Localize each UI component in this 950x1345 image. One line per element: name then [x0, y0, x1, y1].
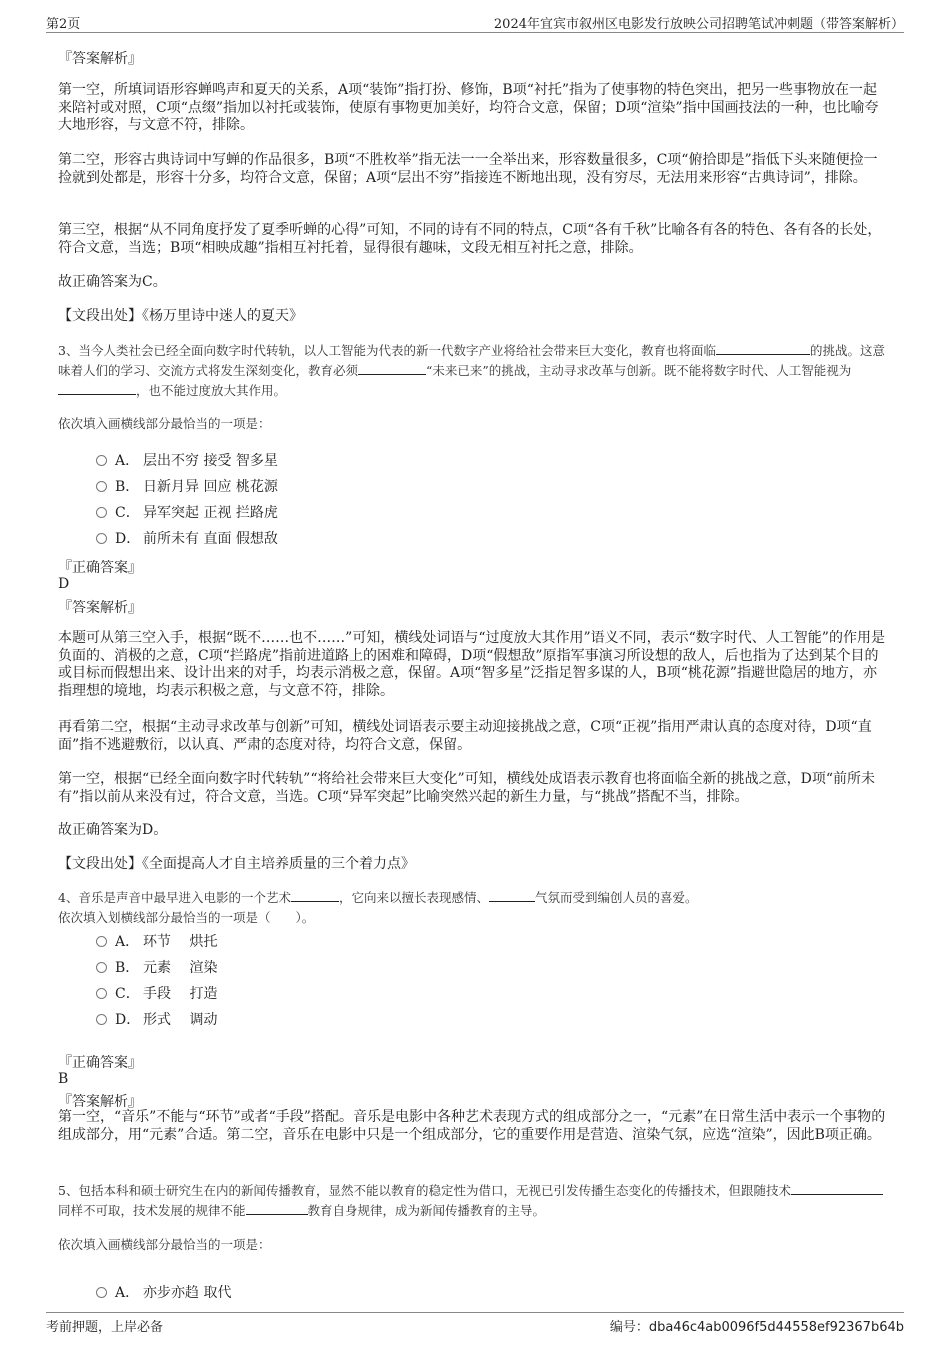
q3-blank-1: [716, 342, 810, 355]
q3-stem-part-a: 3、当今人类社会已经全面向数字时代转轨，以人工智能为代表的新一代数字产业将给社会带来巨大变化，教育也将面临: [58, 343, 716, 358]
radio-icon[interactable]: [96, 533, 107, 544]
q5-prompt: 依次填入画横线部分最恰当的一项是：: [58, 1237, 271, 1252]
q5-stem: [58, 1181, 890, 1221]
q3-analysis-paragraph-1: 本题可从第三空入手，根据“既不……也不……”可知，横线处词语与“过度放大其作用”语义不同，表示“数字时代、人工智能”的作用是负面的、消极的之意，C项“拦路虎”指前进道路上的困难和障碍，D项“假想敌”原指军事演习所设想的敌人，后也指为了达到某个目的或目标而假想出来、设计出来的对手，均表示消极之意，保留。A项“智多星”泛指足智多谋的人，B项“桃花源”指避世隐居的地方，亦指理想的境地，均表示积极之意，与文意不符，排除。: [58, 630, 885, 699]
q4-blank-1: [291, 889, 339, 902]
q4-blank-2: [489, 889, 535, 902]
q2-conclusion: 故正确答案为C。: [58, 274, 167, 290]
q4-analysis-paragraph: 第一空，“音乐”不能与“环节”或者“手段”搭配。音乐是电影中各种艺术表现方式的组成部分之一，“元素”在日常生活中表示一个事物的组成部分，用“元素”合适。第二空，音乐在电影中只是一个组成部分，它的重要作用是营造、渲染气氛，应选“渲染”，因此B项正确。: [58, 1109, 886, 1143]
q3-analysis-paragraph-2: 再看第二空，根据“主动寻求改革与创新”可知，横线处词语表示要主动迎接挑战之意，C项“正视”指用严肃认真的态度对待，D项“直面”指不逃避敷衍，以认真、严肃的态度对待，均符合文意，保留。: [58, 719, 872, 753]
page-number: 第2页: [46, 17, 81, 32]
q2-analysis-paragraph-2: 第二空，形容古典诗词中写蝉的作品很多，B项“不胜枚举”指无法一一全举出来，形容数量很多，C项“俯拾即是”指低下头来随便捡一捡就到处都是，形容十分多，均符合文意，保留；A项“层出不穷”指接连不断地出现，没有穷尽，无法用来形容“古典诗词”，排除。: [58, 152, 878, 186]
q3-stem-part-c: “未来已来”的挑战，主动寻求改革与创新。既不能将数字时代、人工智能视为: [426, 363, 852, 378]
document-id: [610, 1316, 904, 1335]
radio-icon[interactable]: [96, 936, 107, 947]
analysis-label: 『答案解析』: [58, 51, 142, 67]
radio-icon[interactable]: [96, 455, 107, 466]
q3-blank-2: [358, 362, 426, 375]
q4-stem-part-c: 气氛而受到编创人员的喜爱。: [534, 890, 698, 905]
q4-option-a[interactable]: A． 环节 烘托: [96, 932, 217, 952]
q4-option-c[interactable]: C． 手段 打造: [96, 984, 217, 1004]
q4-analysis-label: 『答案解析』: [58, 1094, 142, 1110]
q4-option-d[interactable]: D． 形式 调动: [96, 1010, 217, 1030]
q4-option-b[interactable]: B． 元素 渲染: [96, 958, 217, 978]
q3-analysis-label: 『答案解析』: [58, 600, 142, 616]
q3-conclusion: 故正确答案为D。: [58, 822, 168, 838]
q3-stem-part-d: ，也不能过度放大其作用。: [136, 383, 287, 398]
q5-blank-2: [246, 1202, 308, 1215]
q5-stem-part-a: 5、包括本科和硕士研究生在内的新闻传播教育，显然不能以教育的稳定性为借口，无视已引发传播生态变化的传播技术，但跟随技术: [58, 1183, 791, 1198]
radio-icon[interactable]: [96, 481, 107, 492]
q3-option-a[interactable]: A． 层出不穷 接受 智多星: [96, 451, 278, 471]
q2-analysis-paragraph-1: 第一空，所填词语形容蝉鸣声和夏天的关系，A项“装饰”指打扮、修饰，B项“衬托”指为了使事物的特色突出，把另一些事物放在一起来陪衬或对照，C项“点缀”指加以衬托或装饰，使原有事物更加美好，均符合文意，保留；D项“渲染”指中国画技法的一种，也比喻夸大地形容，与文意不符，排除。: [58, 82, 879, 133]
document-title: 2024年宜宾市叙州区电影发行放映公司招聘笔试冲刺题（带答案解析）: [493, 17, 904, 32]
q2-analysis-paragraph-3: 第三空，根据“从不同角度抒发了夏季听蝉的心得”可知，不同的诗有不同的特点，C项“各有千秋”比喻各有各的特色、各有各的长处，符合文意，当选；B项“相映成趣”指相互衬托着，显得很有趣味，文段无相互衬托之意，排除。: [58, 222, 882, 256]
document-id-label: 编号：: [609, 1320, 649, 1335]
radio-icon[interactable]: [96, 507, 107, 518]
q5-option-a[interactable]: A． 亦步亦趋 取代: [96, 1283, 231, 1303]
q3-answer-label: 『正确答案』: [58, 560, 142, 576]
q4-stem-part-b: ，它向来以擅长表现感情、: [338, 890, 489, 905]
q3-stem-part-b: 的挑战。这意味着人们的学习、交流方式将发生深刻变化，教育必须: [58, 343, 885, 378]
q4-answer: B: [58, 1071, 69, 1087]
document-id-value: dba46c4ab0096f5d44558ef92367b64b: [648, 1320, 904, 1335]
q3-answer: D: [58, 576, 70, 592]
footer-slogan: 考前押题，上岸必备: [46, 1320, 164, 1335]
q5-stem-part-b: 同样不可取，技术发展的规律不能: [58, 1203, 246, 1218]
radio-icon[interactable]: [96, 988, 107, 999]
page-footer: [46, 1312, 904, 1335]
q3-blank-3: [58, 382, 136, 395]
radio-icon[interactable]: [96, 1014, 107, 1025]
q3-source: 【文段出处】《全面提高人才自主培养质量的三个着力点》: [58, 856, 415, 872]
q4-answer-label: 『正确答案』: [58, 1055, 142, 1071]
q3-analysis-paragraph-3: 第一空，根据“已经全面向数字时代转轨”“将给社会带来巨大变化”可知，横线处成语表示教育也将面临全新的挑战之意，D项“前所未有”指以前从来没有过，符合文意，当选。C项“异军突起”比喻突然兴起的新生力量，与“挑战”搭配不当，排除。: [58, 771, 876, 805]
q4-prompt: 依次填入划横线部分最恰当的一项是（ ）。: [58, 910, 315, 925]
q3-prompt: 依次填入画横线部分最恰当的一项是：: [58, 416, 271, 431]
q3-stem: [58, 341, 890, 401]
q3-option-d[interactable]: D． 前所未有 直面 假想敌: [96, 529, 278, 549]
q3-option-c[interactable]: C． 异军突起 正视 拦路虎: [96, 503, 278, 523]
radio-icon[interactable]: [96, 962, 107, 973]
q4-stem: [58, 888, 890, 908]
radio-icon[interactable]: [96, 1287, 107, 1298]
q5-stem-part-c: 教育自身规律，成为新闻传播教育的主导。: [307, 1203, 546, 1218]
q5-blank-1: [791, 1182, 883, 1195]
q2-source: 【文段出处】《杨万里诗中迷人的夏天》: [58, 308, 303, 324]
q3-option-b[interactable]: B． 日新月异 回应 桃花源: [96, 477, 278, 497]
q4-stem-part-a: 4、音乐是声音中最早进入电影的一个艺术: [58, 890, 291, 905]
